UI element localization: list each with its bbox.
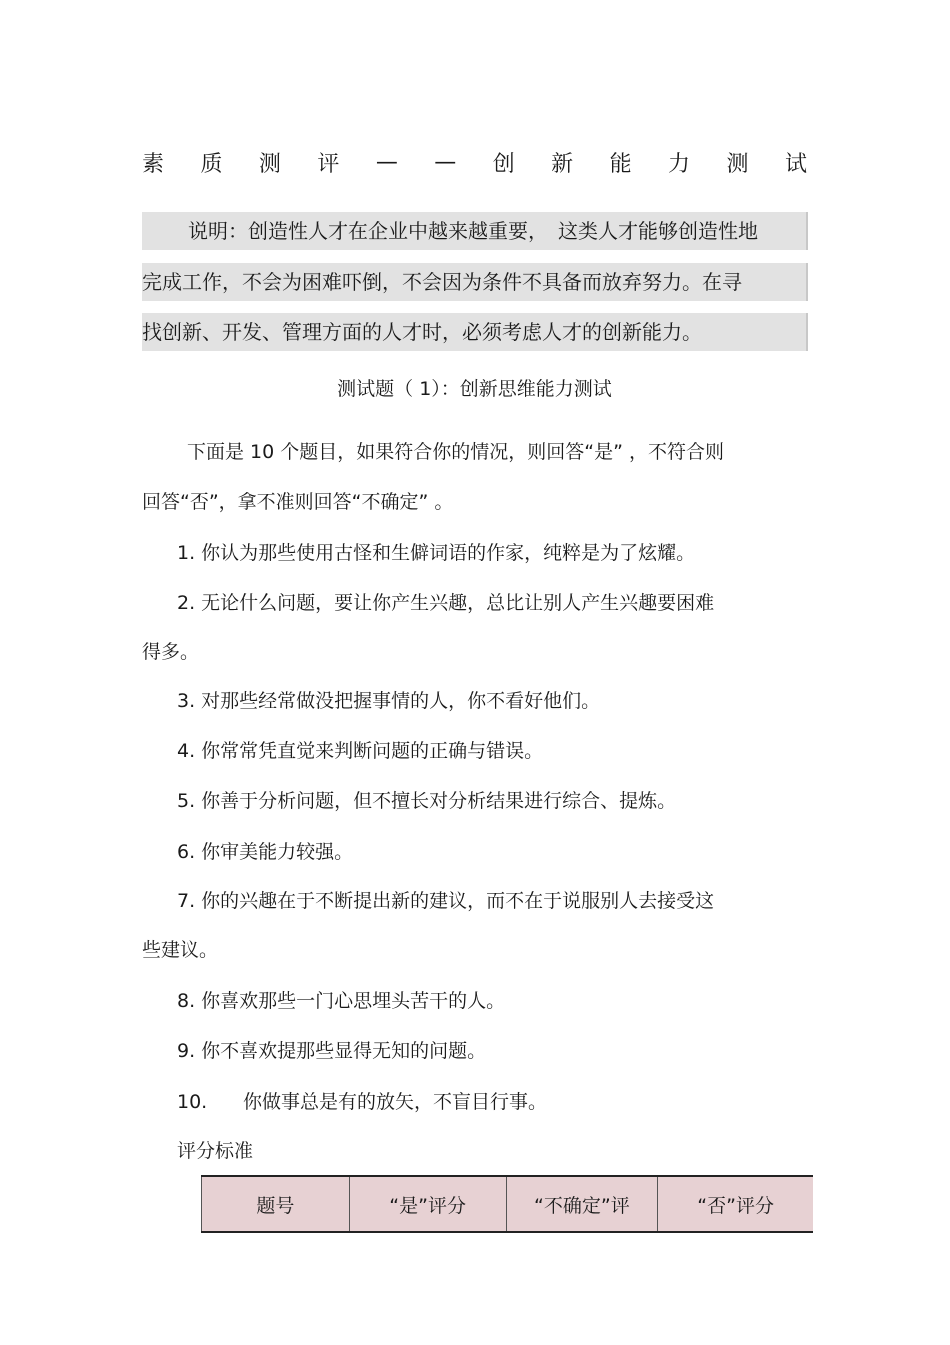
title-char: 试 — [784, 151, 807, 177]
table-header-yes-score: “是”评分 — [349, 1177, 506, 1231]
question-7: 7. 你的兴趣在于不断提出新的建议，而不在于说服别人去接受这 — [177, 890, 715, 912]
question-7-continued: 些建议。 — [142, 939, 219, 961]
question-10-number: 10. — [177, 1091, 208, 1113]
scoring-table-header — [201, 1175, 813, 1233]
title-char: — — [375, 149, 398, 175]
title-char: — — [434, 149, 457, 175]
intro-line-2: 完成工作，不会为困难吓倒，不会因为条件不具备而放弃努力。在寻 — [142, 263, 808, 301]
table-header-question-no: 题号 — [201, 1177, 349, 1231]
section-title: 测试题（ 1）：创新思维能力测试 — [337, 378, 612, 400]
title-char: 创 — [492, 151, 515, 177]
title-char: 新 — [551, 151, 574, 177]
instructions-line-2: 回答“否”，拿不准则回答“不确定” 。 — [142, 491, 454, 513]
intro-line-1: 说明：创造性人才在企业中越来越重要， 这类人才能够创造性地 — [142, 212, 808, 250]
table-header-unsure-score: “不确定”评 — [506, 1177, 658, 1231]
question-4: 4. 你常常凭直觉来判断问题的正确与错误。 — [177, 740, 544, 762]
question-1: 1. 你认为那些使用古怪和生僻词语的作家，纯粹是为了炫耀。 — [177, 542, 696, 564]
title-char: 能 — [609, 151, 632, 177]
question-8: 8. 你喜欢那些一门心思埋头苦干的人。 — [177, 990, 506, 1012]
question-6: 6. 你审美能力较强。 — [177, 841, 354, 863]
instructions-line-1: 下面是 10 个题目，如果符合你的情况，则回答“是” ，不符合则 — [187, 441, 724, 463]
question-3: 3. 对那些经常做没把握事情的人，你不看好他们。 — [177, 690, 601, 712]
scoring-label: 评分标准 — [177, 1140, 254, 1162]
question-10: 你做事总是有的放矢，不盲目行事。 — [243, 1091, 548, 1113]
title-char: 素 — [142, 151, 165, 177]
question-9: 9. 你不喜欢提那些显得无知的问题。 — [177, 1040, 487, 1062]
title-char: 测 — [258, 151, 281, 177]
intro-line-3: 找创新、开发、管理方面的人才时，必须考虑人才的创新能力。 — [142, 313, 808, 351]
question-2-continued: 得多。 — [142, 641, 200, 663]
page-title — [142, 142, 807, 182]
table-header-no-score: “否”评分 — [657, 1177, 813, 1231]
title-char: 力 — [668, 151, 691, 177]
question-2: 2. 无论什么问题，要让你产生兴趣，总比让别人产生兴趣要困难 — [177, 592, 715, 614]
title-char: 质 — [200, 151, 223, 177]
question-5: 5. 你善于分析问题，但不擅长对分析结果进行综合、提炼。 — [177, 790, 677, 812]
title-char: 测 — [726, 151, 749, 177]
title-char: 评 — [317, 151, 340, 177]
